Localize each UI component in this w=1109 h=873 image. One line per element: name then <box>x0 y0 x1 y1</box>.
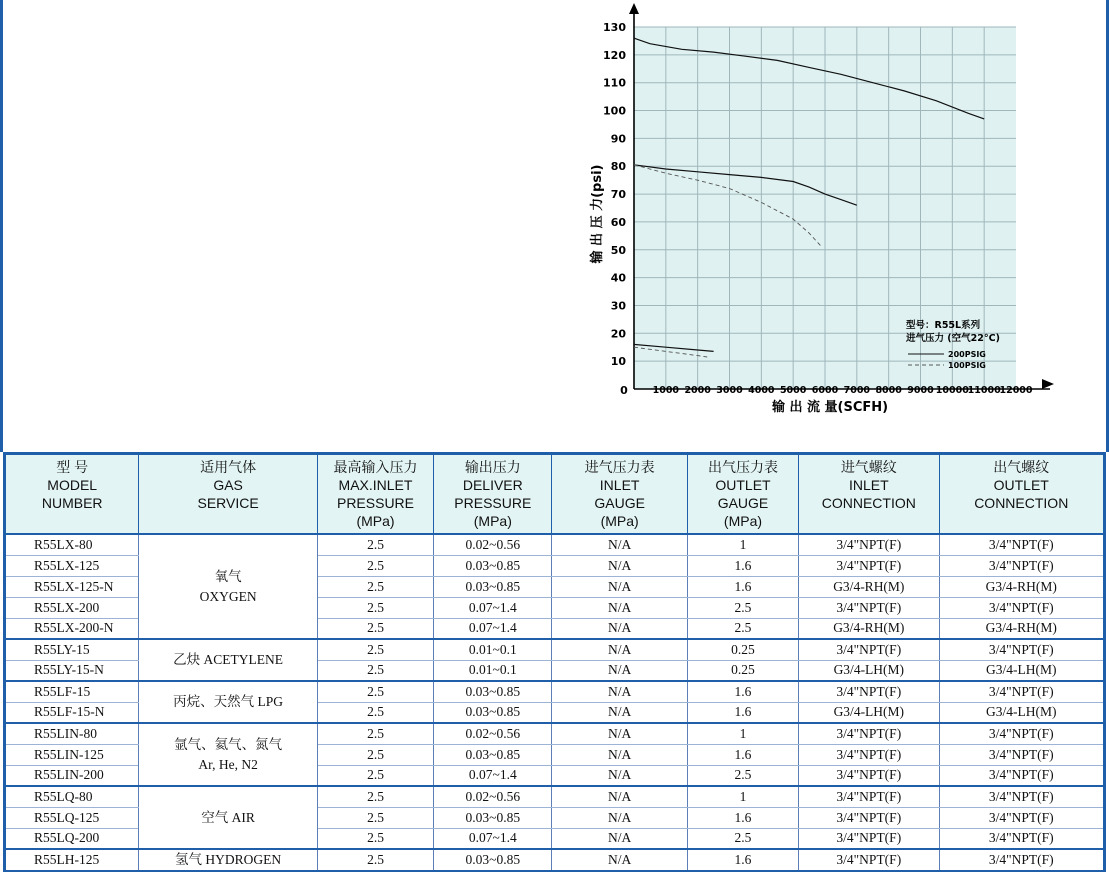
model-cell: R55LX-125-N <box>5 576 139 597</box>
column-header-line: INLET <box>599 477 640 493</box>
column-header-line: (MPa) <box>356 513 395 529</box>
inlet-connection-cell: G3/4-RH(M) <box>799 576 939 597</box>
model-cell: R55LQ-80 <box>5 786 139 807</box>
outlet-gauge-cell: 1 <box>687 534 798 555</box>
column-header-line: (MPa) <box>723 513 763 529</box>
column-header-line: GAS <box>213 477 243 493</box>
model-cell: R55LF-15 <box>5 681 139 702</box>
model-cell: R55LQ-200 <box>5 828 139 849</box>
gas-service-line: 氧气 <box>214 568 242 584</box>
deliver-pressure-cell: 0.01~0.1 <box>434 639 552 660</box>
outlet-connection-cell: 3/4"NPT(F) <box>939 597 1105 618</box>
x-axis-label: 输 出 流 量(SCFH) <box>771 400 889 415</box>
inlet-gauge-cell: N/A <box>552 576 687 597</box>
max-inlet-cell: 2.5 <box>317 786 433 807</box>
y-tick-label: 20 <box>610 327 626 341</box>
max-inlet-cell: 2.5 <box>317 828 433 849</box>
x-tick-label: 7000 <box>843 385 871 396</box>
outlet-connection-cell: 3/4"NPT(F) <box>939 765 1105 786</box>
gas-service-cell <box>139 639 317 681</box>
y-tick-label: 30 <box>610 299 626 313</box>
outlet-connection-cell: 3/4"NPT(F) <box>939 828 1105 849</box>
y-axis-label: 输 出 压 力(psi) <box>590 164 605 264</box>
column-header-line: 适用气体 <box>200 459 257 475</box>
inlet-gauge-cell: N/A <box>552 702 687 723</box>
column-header-line: DELIVER <box>462 477 523 493</box>
model-cell: R55LX-200-N <box>5 618 139 639</box>
outlet-connection-cell: G3/4-LH(M) <box>939 702 1105 723</box>
max-inlet-cell: 2.5 <box>317 597 433 618</box>
outlet-gauge-cell: 2.5 <box>687 828 798 849</box>
inlet-connection-cell: 3/4"NPT(F) <box>799 807 939 828</box>
inlet-gauge-cell: N/A <box>552 807 687 828</box>
model-cell: R55LIN-200 <box>5 765 139 786</box>
y-tick-label: 40 <box>610 271 626 285</box>
deliver-pressure-cell: 0.07~1.4 <box>434 765 552 786</box>
y-tick-label: 100 <box>603 104 626 118</box>
x-tick-label: 5000 <box>779 385 807 396</box>
outlet-gauge-cell: 1 <box>687 723 798 744</box>
column-header <box>5 454 139 535</box>
gas-service-cell <box>139 681 317 723</box>
x-tick-label: 4000 <box>748 385 775 396</box>
column-header-line: CONNECTION <box>821 495 916 511</box>
inlet-connection-cell: 3/4"NPT(F) <box>799 765 939 786</box>
gas-service-cell <box>139 849 317 871</box>
column-header-line: 最高输入压力 <box>333 459 418 475</box>
column-header-line: PRESSURE <box>454 495 532 511</box>
outlet-gauge-cell: 1.6 <box>687 702 798 723</box>
column-header-line: INLET <box>848 477 889 493</box>
x-tick-label: 8000 <box>875 385 902 396</box>
max-inlet-cell: 2.5 <box>317 534 433 555</box>
y-tick-labels <box>603 21 626 368</box>
column-header-line: OUTLET <box>993 477 1049 493</box>
y-tick-label: 50 <box>610 243 626 257</box>
column-header <box>799 454 939 535</box>
x-axis-arrow <box>1042 379 1054 389</box>
deliver-pressure-cell: 0.07~1.4 <box>434 828 552 849</box>
inlet-connection-cell: 3/4"NPT(F) <box>799 828 939 849</box>
gas-service-line: 空气 AIR <box>201 809 255 825</box>
legend-title: 型号：R55L系列 <box>906 320 981 331</box>
model-cell: R55LH-125 <box>5 849 139 871</box>
outlet-connection-cell: 3/4"NPT(F) <box>939 786 1105 807</box>
x-tick-label: 9000 <box>907 385 934 396</box>
outlet-gauge-cell: 2.5 <box>687 597 798 618</box>
column-header-line: GAUGE <box>594 495 645 511</box>
outlet-connection-cell: 3/4"NPT(F) <box>939 723 1105 744</box>
max-inlet-cell: 2.5 <box>317 723 433 744</box>
outlet-connection-cell: G3/4-LH(M) <box>939 660 1105 681</box>
column-header-line: CONNECTION <box>974 495 1069 511</box>
outlet-gauge-cell: 1.6 <box>687 849 798 871</box>
max-inlet-cell: 2.5 <box>317 849 433 871</box>
model-cell: R55LIN-125 <box>5 744 139 765</box>
outlet-connection-cell: 3/4"NPT(F) <box>939 681 1105 702</box>
inlet-gauge-cell: N/A <box>552 618 687 639</box>
inlet-connection-cell: 3/4"NPT(F) <box>799 534 939 555</box>
y-tick-label: 60 <box>610 215 626 229</box>
y-tick-label: 70 <box>610 188 626 202</box>
max-inlet-cell: 2.5 <box>317 702 433 723</box>
column-header-line: OUTLET <box>715 477 771 493</box>
x-tick-label: 0 <box>620 384 628 397</box>
deliver-pressure-cell: 0.07~1.4 <box>434 618 552 639</box>
model-cell: R55LY-15-N <box>5 660 139 681</box>
column-header <box>139 454 317 535</box>
outlet-gauge-cell: 2.5 <box>687 618 798 639</box>
max-inlet-cell: 2.5 <box>317 639 433 660</box>
column-header-line: 出气压力表 <box>707 459 778 475</box>
gas-service-cell <box>139 786 317 849</box>
outlet-connection-cell: 3/4"NPT(F) <box>939 555 1105 576</box>
deliver-pressure-cell: 0.02~0.56 <box>434 534 552 555</box>
deliver-pressure-cell: 0.03~0.85 <box>434 849 552 871</box>
max-inlet-cell: 2.5 <box>317 744 433 765</box>
inlet-gauge-cell: N/A <box>552 639 687 660</box>
column-header-line: (MPa) <box>600 513 639 529</box>
outlet-gauge-cell: 1.6 <box>687 681 798 702</box>
inlet-gauge-cell: N/A <box>552 744 687 765</box>
y-tick-label: 110 <box>603 76 626 90</box>
deliver-pressure-cell: 0.03~0.85 <box>434 681 552 702</box>
x-tick-label: 3000 <box>716 385 743 396</box>
inlet-connection-cell: G3/4-RH(M) <box>799 618 939 639</box>
outlet-connection-cell: G3/4-RH(M) <box>939 618 1105 639</box>
inlet-gauge-cell: N/A <box>552 681 687 702</box>
inlet-connection-cell: 3/4"NPT(F) <box>799 597 939 618</box>
outlet-gauge-cell: 1.6 <box>687 807 798 828</box>
model-cell: R55LY-15 <box>5 639 139 660</box>
x-tick-label: 2000 <box>684 385 711 396</box>
legend-entry-200psig: 200PSIG <box>948 350 986 359</box>
outlet-connection-cell: 3/4"NPT(F) <box>939 744 1105 765</box>
deliver-pressure-cell: 0.01~0.1 <box>434 660 552 681</box>
inlet-connection-cell: 3/4"NPT(F) <box>799 744 939 765</box>
inlet-connection-cell: G3/4-LH(M) <box>799 660 939 681</box>
y-tick-label: 130 <box>603 21 626 34</box>
y-tick-label: 120 <box>603 48 626 62</box>
column-header-line: 出气螺纹 <box>993 459 1050 475</box>
deliver-pressure-cell: 0.07~1.4 <box>434 597 552 618</box>
outlet-connection-cell: 3/4"NPT(F) <box>939 534 1105 555</box>
outlet-gauge-cell: 1.6 <box>687 744 798 765</box>
gas-service-cell <box>139 723 317 786</box>
gas-service-line: 氩气、氦气、氮气 <box>174 736 283 752</box>
column-header-line: PRESSURE <box>336 495 415 511</box>
deliver-pressure-cell: 0.03~0.85 <box>434 555 552 576</box>
table-header-row <box>5 454 1105 535</box>
model-cell: R55LIN-80 <box>5 723 139 744</box>
gas-service-line: 乙炔 ACETYLENE <box>173 652 284 667</box>
gas-service-line: Ar, He, N2 <box>198 756 258 772</box>
inlet-gauge-cell: N/A <box>552 849 687 871</box>
outlet-gauge-cell: 2.5 <box>687 765 798 786</box>
inlet-gauge-cell: N/A <box>552 786 687 807</box>
column-header-line: 型 号 <box>56 459 89 475</box>
column-header <box>939 454 1105 535</box>
table-row <box>5 639 1105 660</box>
deliver-pressure-cell: 0.03~0.85 <box>434 744 552 765</box>
max-inlet-cell: 2.5 <box>317 681 433 702</box>
inlet-gauge-cell: N/A <box>552 555 687 576</box>
column-header-line: (MPa) <box>473 513 512 529</box>
column-header <box>317 454 433 535</box>
column-header <box>434 454 552 535</box>
legend-subtitle: 进气压力 (空气22°C) <box>906 333 1000 344</box>
table-body <box>5 534 1105 871</box>
inlet-connection-cell: 3/4"NPT(F) <box>799 639 939 660</box>
gas-service-line: OXYGEN <box>199 588 257 604</box>
inlet-gauge-cell: N/A <box>552 597 687 618</box>
table-row <box>5 681 1105 702</box>
inlet-gauge-cell: N/A <box>552 534 687 555</box>
outlet-gauge-cell: 1 <box>687 786 798 807</box>
x-tick-label: 6000 <box>811 385 839 396</box>
max-inlet-cell: 2.5 <box>317 765 433 786</box>
outlet-gauge-cell: 0.25 <box>687 639 798 660</box>
model-cell: R55LX-125 <box>5 555 139 576</box>
model-cell: R55LX-80 <box>5 534 139 555</box>
inlet-connection-cell: 3/4"NPT(F) <box>799 555 939 576</box>
inlet-gauge-cell: N/A <box>552 765 687 786</box>
inlet-gauge-cell: N/A <box>552 723 687 744</box>
inlet-connection-cell: 3/4"NPT(F) <box>799 849 939 871</box>
gas-service-line: 氢气 HYDROGEN <box>175 852 282 867</box>
inlet-connection-cell: 3/4"NPT(F) <box>799 786 939 807</box>
max-inlet-cell: 2.5 <box>317 660 433 681</box>
inlet-gauge-cell: N/A <box>552 828 687 849</box>
table-row <box>5 786 1105 807</box>
deliver-pressure-cell: 0.02~0.56 <box>434 723 552 744</box>
model-cell: R55LX-200 <box>5 597 139 618</box>
gas-service-cell <box>139 534 317 639</box>
column-header-line: NUMBER <box>41 495 103 511</box>
outlet-connection-cell: G3/4-RH(M) <box>939 576 1105 597</box>
table-row <box>5 849 1105 871</box>
max-inlet-cell: 2.5 <box>317 807 433 828</box>
outlet-gauge-cell: 0.25 <box>687 660 798 681</box>
deliver-pressure-cell: 0.03~0.85 <box>434 807 552 828</box>
column-header <box>687 454 798 535</box>
model-cell: R55LQ-125 <box>5 807 139 828</box>
column-header-line: 进气螺纹 <box>840 459 897 475</box>
inlet-connection-cell: 3/4"NPT(F) <box>799 723 939 744</box>
column-header-line: 进气压力表 <box>584 459 655 475</box>
x-tick-label: 12000 <box>999 385 1033 396</box>
inlet-connection-cell: G3/4-LH(M) <box>799 702 939 723</box>
gas-service-line: 丙烷、天然气 LPG <box>173 694 284 709</box>
left-frame-border <box>0 0 3 452</box>
outlet-gauge-cell: 1.6 <box>687 576 798 597</box>
model-cell: R55LF-15-N <box>5 702 139 723</box>
deliver-pressure-cell: 0.03~0.85 <box>434 702 552 723</box>
x-tick-label: 11000 <box>967 385 1001 396</box>
y-axis-arrow <box>629 3 639 14</box>
y-tick-label: 80 <box>610 160 626 174</box>
spec-table <box>3 452 1106 872</box>
max-inlet-cell: 2.5 <box>317 618 433 639</box>
column-header-line: MAX.INLET <box>338 477 413 493</box>
outlet-gauge-cell: 1.6 <box>687 555 798 576</box>
outlet-connection-cell: 3/4"NPT(F) <box>939 807 1105 828</box>
outlet-connection-cell: 3/4"NPT(F) <box>939 639 1105 660</box>
inlet-connection-cell: 3/4"NPT(F) <box>799 681 939 702</box>
inlet-gauge-cell: N/A <box>552 660 687 681</box>
pressure-flow-chart <box>580 0 1060 420</box>
y-tick-label: 10 <box>610 355 626 369</box>
column-header-line: 输出压力 <box>464 459 521 475</box>
table-row <box>5 534 1105 555</box>
column-header-line: GAUGE <box>717 495 769 511</box>
max-inlet-cell: 2.5 <box>317 576 433 597</box>
table-row <box>5 723 1105 744</box>
max-inlet-cell: 2.5 <box>317 555 433 576</box>
column-header-line: SERVICE <box>197 495 259 511</box>
outlet-connection-cell: 3/4"NPT(F) <box>939 849 1105 871</box>
legend-entry-100psig: 100PSIG <box>948 361 986 370</box>
x-tick-label: 1000 <box>652 385 680 396</box>
column-header <box>552 454 687 535</box>
column-header-line: MODEL <box>47 477 98 493</box>
deliver-pressure-cell: 0.03~0.85 <box>434 576 552 597</box>
y-tick-label: 90 <box>610 132 626 146</box>
deliver-pressure-cell: 0.02~0.56 <box>434 786 552 807</box>
x-tick-label: 10000 <box>935 385 969 396</box>
